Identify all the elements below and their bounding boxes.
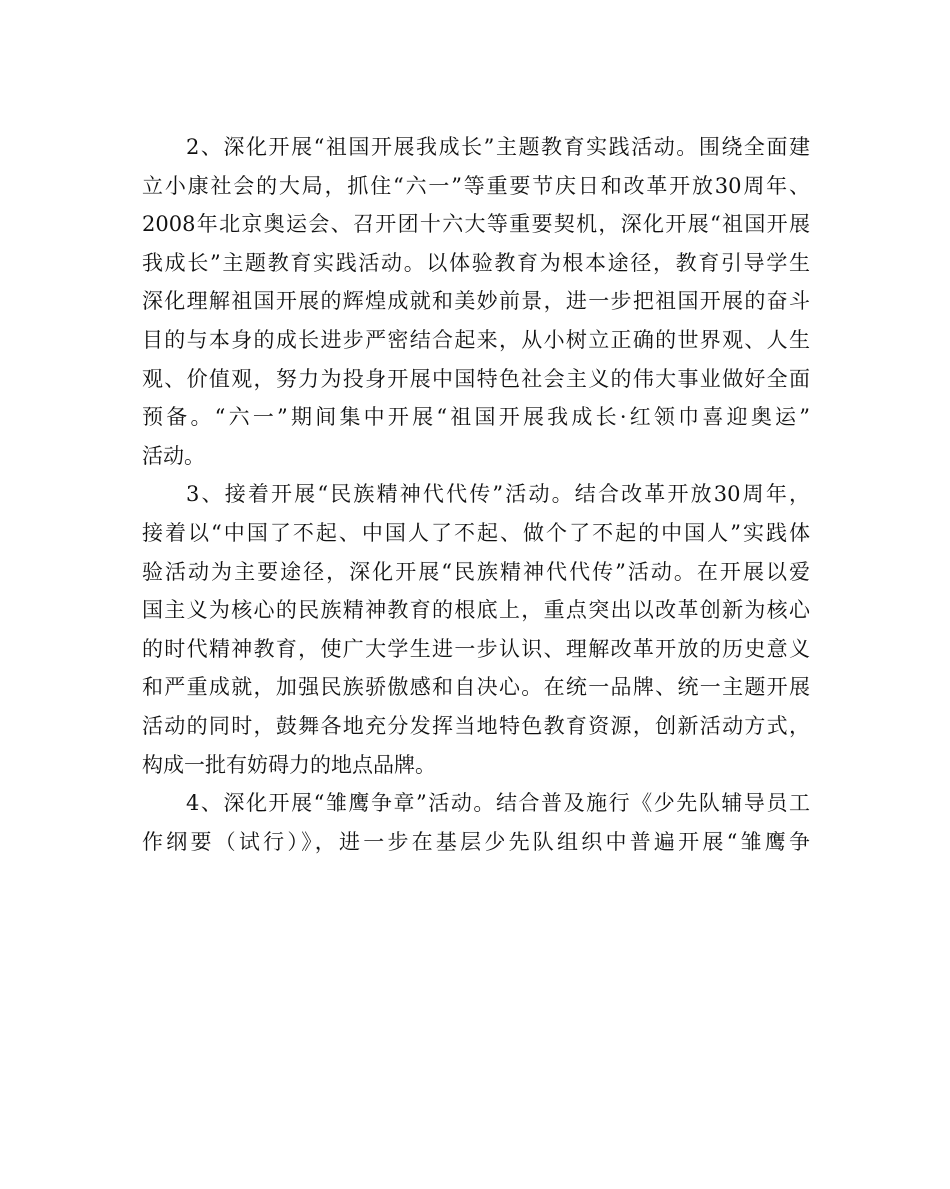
text-line: 我成长”主题教育实践活动。以体验教育为根本途径，教育引导学生 (142, 250, 810, 275)
text-line: 立小康社会的大局，抓住“六一”等重要节庆日和改革开放30周年、 (142, 173, 810, 198)
text-line: 作纲要（试行）》，进一步在基层少先队组织中普遍开展“雏鹰争 (142, 829, 810, 854)
text-line: 观、价值观，努力为投身开展中国特色社会主义的伟大事业做好全面 (142, 366, 810, 391)
text-line: 2008年北京奥运会、召开团十六大等重要契机，深化开展“祖国开展 (142, 212, 810, 237)
text-line: 深化理解祖国开展的辉煌成就和美妙前景，进一步把祖国开展的奋斗 (142, 289, 810, 314)
paragraph-2 (142, 128, 810, 475)
text-line: 接着以“中国了不起、中国人了不起、做个了不起的中国人”实践体 (142, 520, 810, 545)
text-line: 活动的同时，鼓舞各地充分发挥当地特色教育资源，创新活动方式， (142, 713, 810, 738)
paragraph-3 (142, 475, 810, 784)
paragraph-4 (142, 784, 810, 861)
text-line: 活动。 (142, 443, 205, 468)
text-line: 4、深化开展“雏鹰争章”活动。结合普及施行《少先队辅导员工 (186, 791, 810, 816)
text-line: 2、深化开展“祖国开展我成长”主题教育实践活动。围绕全面建 (186, 135, 810, 159)
text-line: 的时代精神教育，使广大学生进一步认识、理解改革开放的历史意义 (142, 636, 810, 661)
text-line: 3、接着开展“民族精神代代传”活动。结合改革开放30周年， (186, 482, 810, 507)
text-line: 构成一批有妨碍力的地点品牌。 (142, 752, 436, 777)
text-line: 国主义为核心的民族精神教育的根底上，重点突出以改革创新为核心 (142, 598, 810, 623)
text-line: 目的与本身的成长进步严密结合起来，从小树立正确的世界观、人生 (142, 327, 810, 352)
text-line: 和严重成就，加强民族骄傲感和自决心。在统一品牌、统一主题开展 (142, 675, 810, 700)
text-line: 验活动为主要途径，深化开展“民族精神代代传”活动。在开展以爱 (142, 559, 810, 584)
document-body (142, 128, 810, 861)
text-line: 预备。“六一”期间集中开展“祖国开展我成长·红领巾喜迎奥运” (142, 405, 810, 430)
